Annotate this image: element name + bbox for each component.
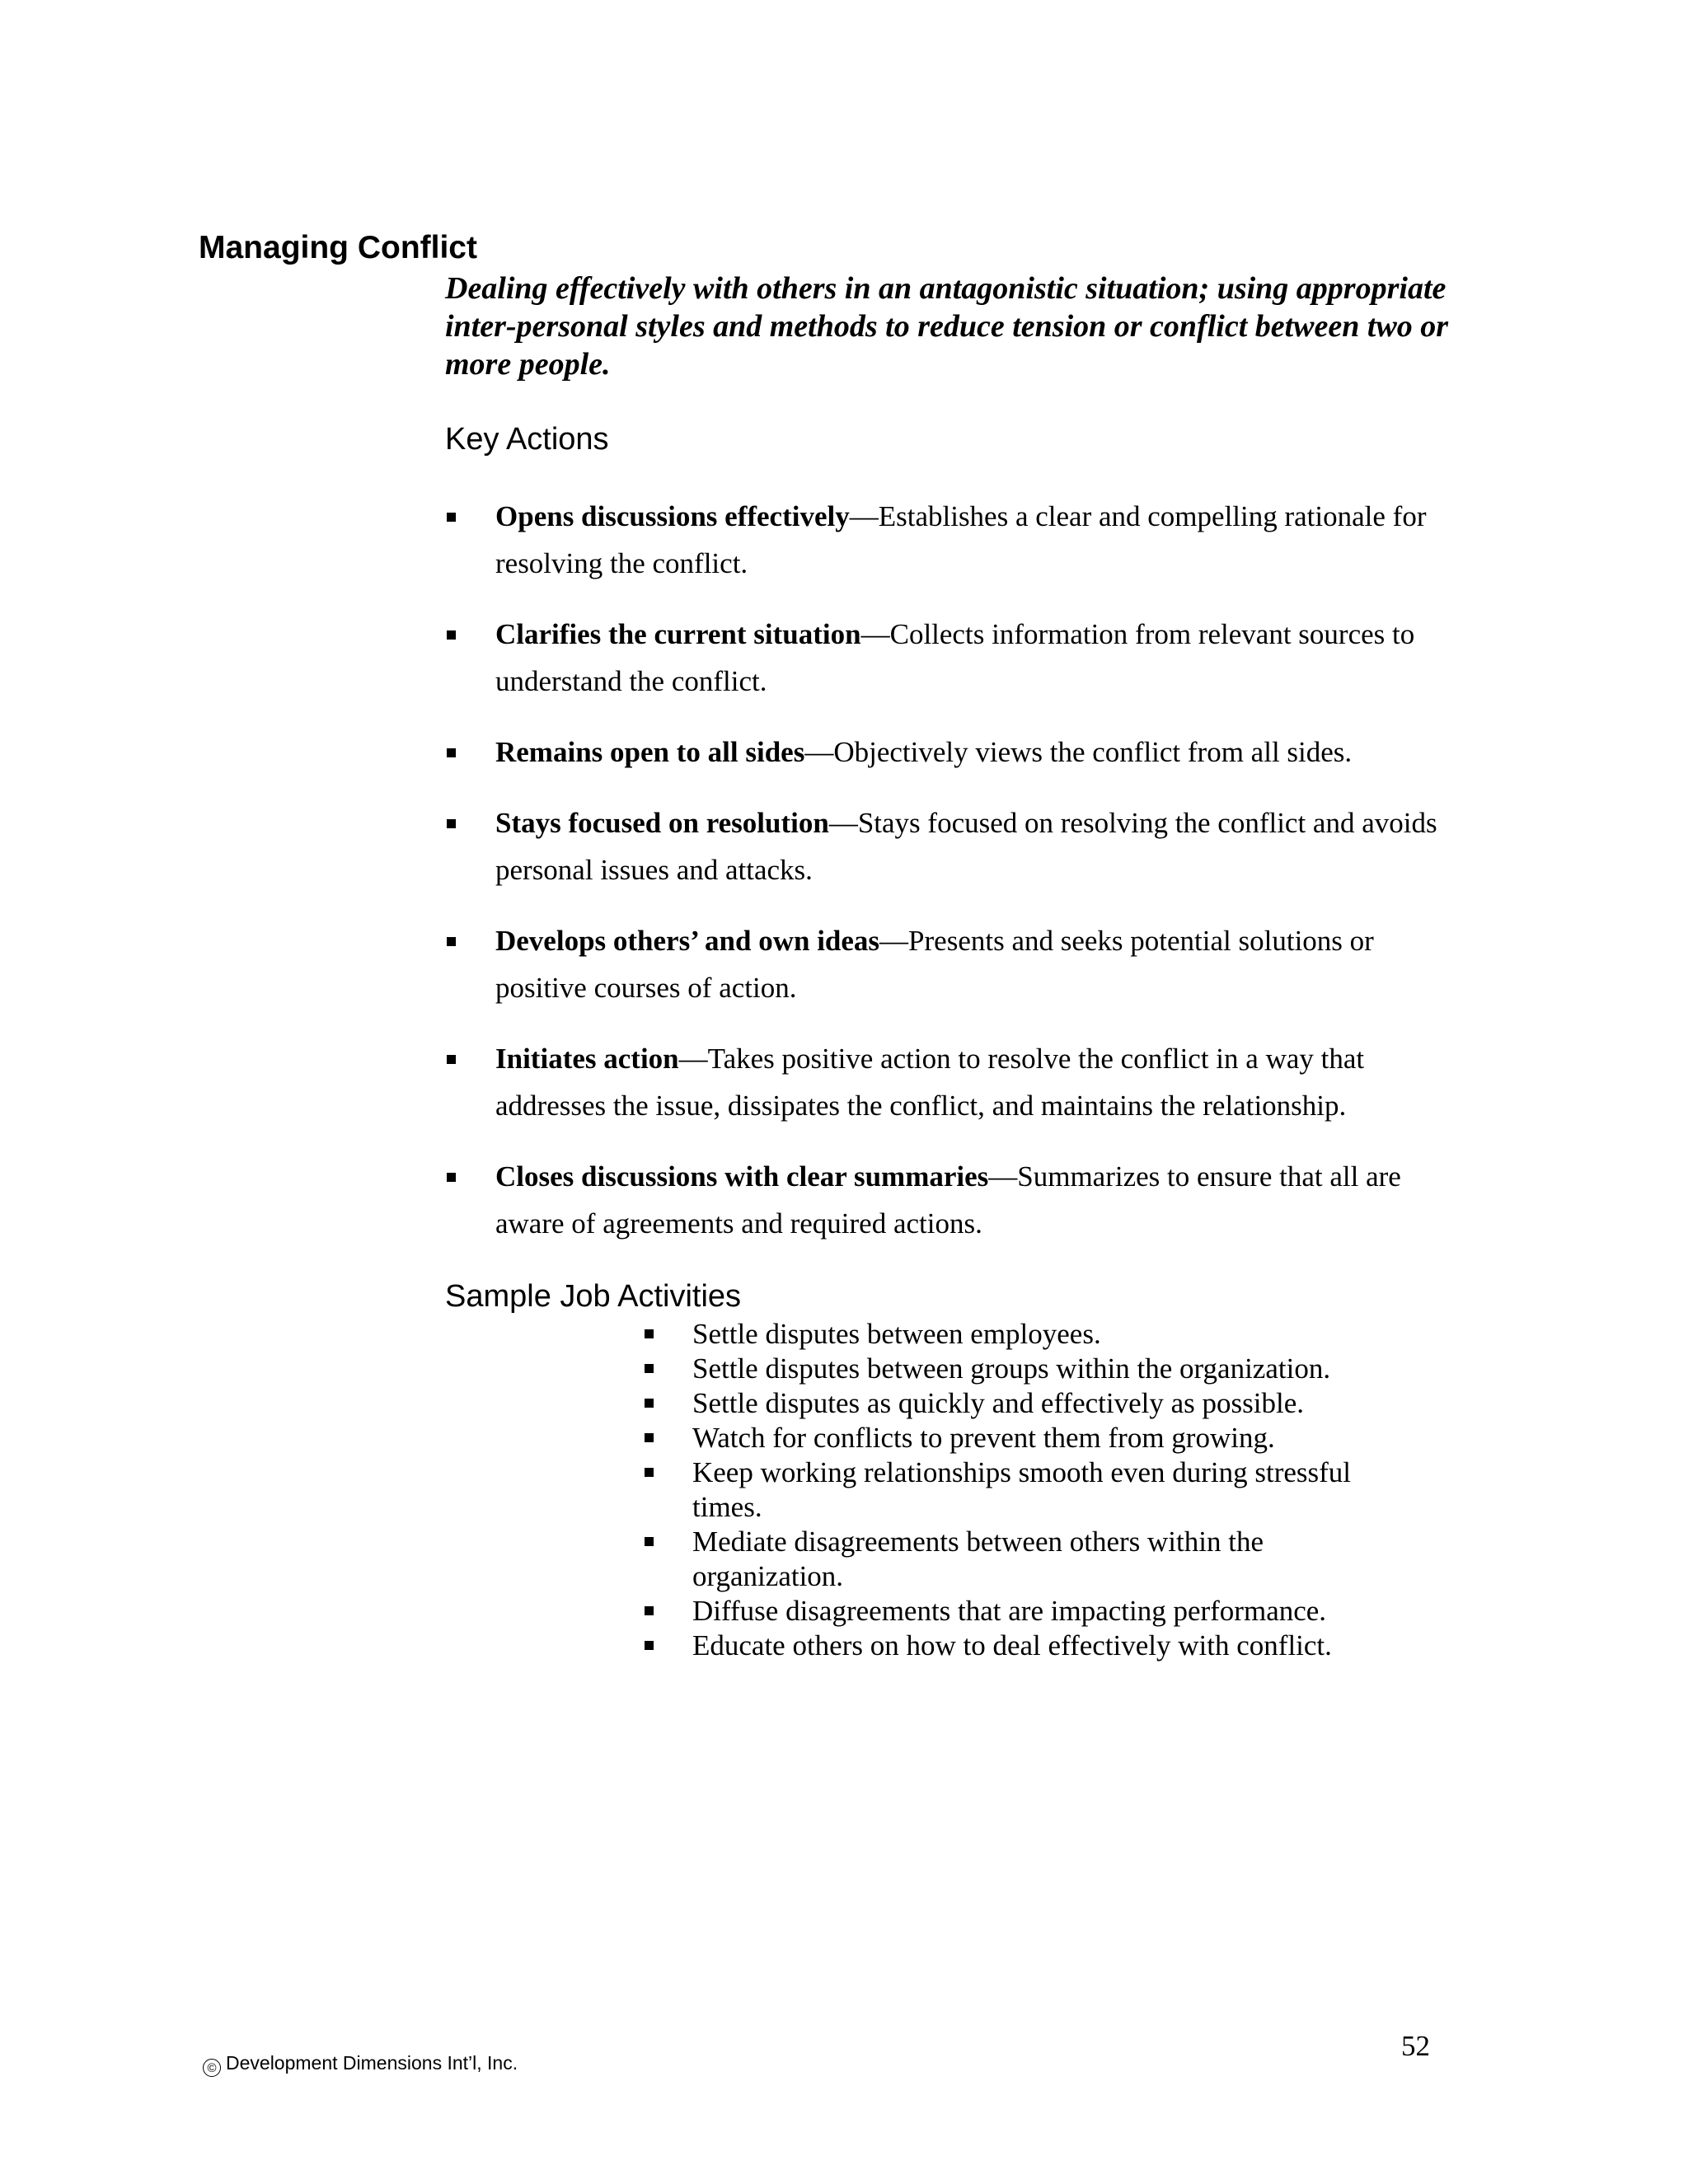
sample-activity-item [643,1386,1418,1421]
key-action-description: —Takes positive action to resolve the conflict in a way that addresses the issue, dissipates the conflict, and maintains the relationship. [495,1043,1365,1122]
sample-activity-text: Settle disputes between employees. [692,1318,1101,1350]
key-action-term: Closes discussions with clear summaries [495,1160,989,1193]
square-bullet-icon [447,513,456,522]
sample-activity-text: Keep working relationships smooth even during stressful times. [692,1456,1352,1523]
key-action-item [445,493,1451,587]
square-bullet-icon [645,1329,654,1338]
square-bullet-icon [447,819,456,828]
key-action-term: Opens discussions effectively [495,500,850,532]
square-bullet-icon [447,748,456,757]
square-bullet-icon [447,937,456,946]
sample-activity-text: Watch for conflicts to prevent them from growing. [692,1422,1275,1454]
sample-activity-item [643,1525,1418,1594]
key-action-description: —Summarizes to ensure that all are aware of agreements and required actions. [495,1160,1401,1240]
key-action-term: Remains open to all sides [495,736,805,768]
square-bullet-icon [645,1433,654,1442]
key-action-term: Develops others’ and own ideas [495,925,880,957]
key-action-description: —Stays focused on resolving the conflict and avoids personal issues and attacks. [495,807,1437,886]
sample-activity-text: Diffuse disagreements that are impacting performance. [692,1595,1327,1627]
copyright-text: Development Dimensions Int’l, Inc. [226,2052,518,2074]
sample-activity-text: Settle disputes between groups within the organization. [692,1352,1331,1385]
square-bullet-icon [645,1364,654,1373]
competency-definition: Dealing effectively with others in an antagonistic situation; using appropriate inter-personal styles and methods to reduce tension or conflict between two or more people. [445,271,1449,382]
sample-activity-item [643,1421,1418,1455]
sample-activity-text: Settle disputes as quickly and effectively as possible. [692,1387,1304,1419]
sample-activity-item [643,1317,1418,1352]
key-actions-heading: Key Actions [445,422,609,457]
key-action-term: Stays focused on resolution [495,807,829,839]
sample-activity-text: Mediate disagreements between others within the organization. [692,1526,1264,1592]
key-action-item [445,611,1451,705]
page-number: 52 [1401,2030,1430,2062]
sample-activity-item [643,1455,1418,1525]
key-action-term: Initiates action [495,1043,679,1075]
sample-activities-heading: Sample Job Activities [445,1279,742,1314]
square-bullet-icon [645,1399,654,1408]
key-action-item [445,729,1451,776]
square-bullet-icon [645,1468,654,1477]
square-bullet-icon [645,1537,654,1546]
key-action-description: —Objectively views the conflict from all sides. [804,736,1353,768]
sample-activity-text: Educate others on how to deal effectively with conflict. [692,1629,1332,1661]
key-action-item [445,917,1451,1011]
square-bullet-icon [645,1641,654,1650]
sample-activity-item [643,1352,1418,1386]
key-action-description: —Collects information from relevant sources to understand the conflict. [495,618,1415,697]
key-action-description: —Establishes a clear and compelling rationale for resolving the conflict. [495,500,1427,579]
sample-activities-list [643,1317,1418,1663]
key-action-term: Clarifies the current situation [495,618,861,650]
copyright-icon: © [203,2059,221,2077]
key-actions-list [445,493,1451,1271]
footer-copyright [203,2051,518,2077]
sample-activity-item [643,1629,1418,1663]
key-action-item [445,1153,1451,1247]
square-bullet-icon [447,1173,456,1182]
square-bullet-icon [645,1606,654,1615]
key-action-item [445,1035,1451,1129]
square-bullet-icon [447,630,456,640]
square-bullet-icon [447,1055,456,1064]
key-action-item [445,799,1451,893]
key-action-description: —Presents and seeks potential solutions or positive courses of action. [495,925,1374,1004]
sample-activity-item [643,1594,1418,1629]
section-title: Managing Conflict [199,230,477,265]
